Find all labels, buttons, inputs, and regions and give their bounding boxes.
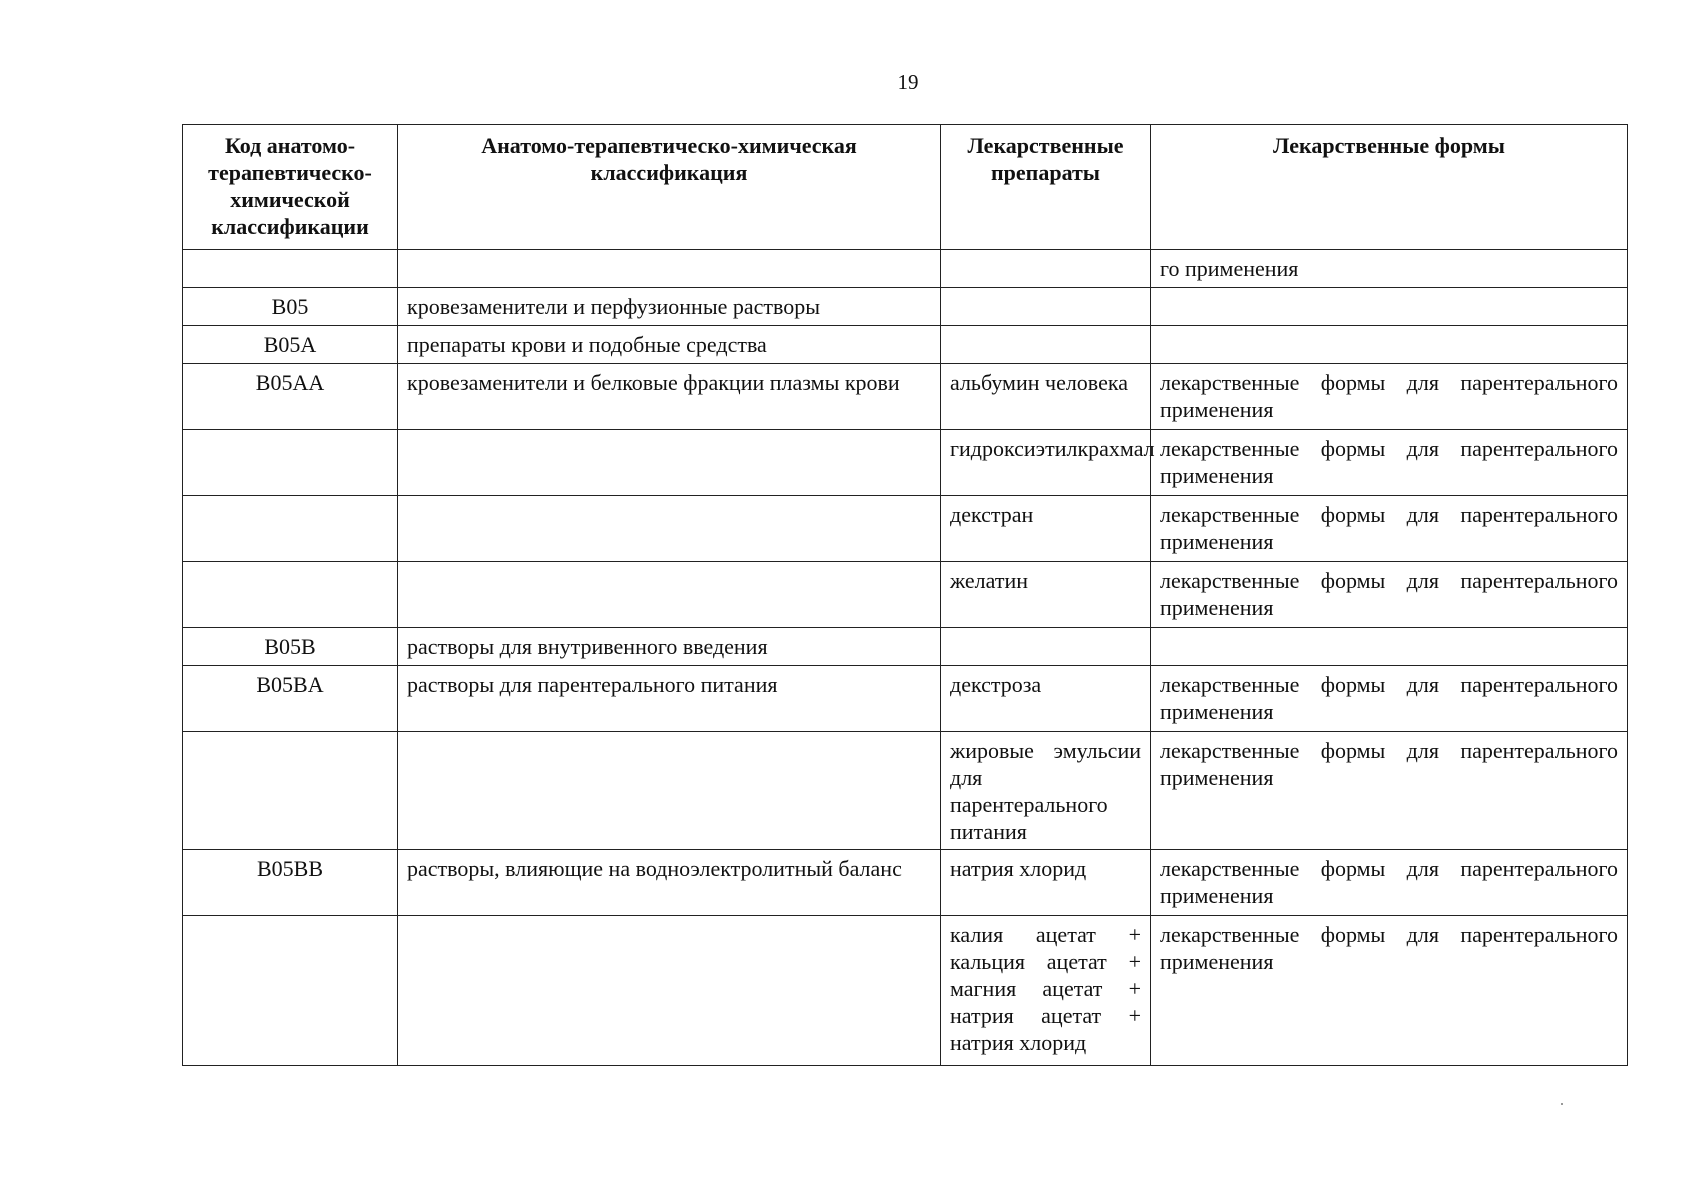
- cell-classification: растворы, влияющие на водноэлектролитный баланс: [398, 850, 941, 916]
- table-row: [183, 288, 1628, 326]
- cell-code: B05A: [183, 326, 398, 364]
- cell-classification: кровезаменители и белковые фракции плазмы крови: [398, 364, 941, 430]
- cell-drug: гидроксиэтилкрахмал: [941, 430, 1151, 496]
- cell-drug: декстран: [941, 496, 1151, 562]
- cell-code: B05AA: [183, 364, 398, 430]
- cell-form: [1151, 628, 1628, 666]
- cell-drug: [941, 326, 1151, 364]
- cell-classification: [398, 250, 941, 288]
- cell-form: лекарственные формы для парентерального применения: [1151, 364, 1628, 430]
- cell-code: [183, 562, 398, 628]
- table-row: [183, 364, 1628, 430]
- cell-drug: [941, 288, 1151, 326]
- table-row: [183, 562, 1628, 628]
- cell-code: B05BA: [183, 666, 398, 732]
- cell-code: B05: [183, 288, 398, 326]
- page-number: 19: [897, 70, 919, 94]
- header-code: Код анатомо-терапевтическо-химической классификации: [183, 125, 398, 250]
- cell-code: [183, 496, 398, 562]
- table-row: [183, 430, 1628, 496]
- cell-form: лекарственные формы для парентерального применения: [1151, 562, 1628, 628]
- cell-code: [183, 250, 398, 288]
- cell-drug: декстроза: [941, 666, 1151, 732]
- cell-code: B05B: [183, 628, 398, 666]
- scan-speck: [1561, 1103, 1563, 1105]
- cell-drug: [941, 250, 1151, 288]
- cell-classification: [398, 916, 941, 1066]
- cell-code: [183, 430, 398, 496]
- table-header-row: [183, 125, 1628, 250]
- cell-classification: [398, 430, 941, 496]
- table-row: [183, 850, 1628, 916]
- cell-drug: калия ацетат + кальция ацетат + магния ацетат + натрия ацетат + натрия хлорид: [941, 916, 1151, 1066]
- table-row: [183, 732, 1628, 850]
- cell-drug: желатин: [941, 562, 1151, 628]
- cell-form: [1151, 288, 1628, 326]
- cell-classification: [398, 562, 941, 628]
- header-classification: Анатомо-терапевтическо-химическая классификация: [398, 125, 941, 250]
- cell-drug: [941, 628, 1151, 666]
- cell-form: лекарственные формы для парентерального применения: [1151, 496, 1628, 562]
- cell-drug: альбумин человека: [941, 364, 1151, 430]
- table-row: [183, 628, 1628, 666]
- cell-classification: препараты крови и подобные средства: [398, 326, 941, 364]
- header-forms: Лекарственные формы: [1151, 125, 1628, 250]
- cell-form: лекарственные формы для парентерального применения: [1151, 666, 1628, 732]
- table-row: [183, 326, 1628, 364]
- cell-code: [183, 732, 398, 850]
- cell-classification: [398, 732, 941, 850]
- cell-form: го применения: [1151, 250, 1628, 288]
- table-row: [183, 916, 1628, 1066]
- cell-drug: натрия хлорид: [941, 850, 1151, 916]
- cell-form: лекарственные формы для парентерального применения: [1151, 430, 1628, 496]
- cell-form: лекарственные формы для парентерального применения: [1151, 732, 1628, 850]
- cell-code: [183, 916, 398, 1066]
- cell-code: B05BB: [183, 850, 398, 916]
- table-row: [183, 666, 1628, 732]
- cell-form: лекарственные формы для парентерального применения: [1151, 850, 1628, 916]
- cell-classification: растворы для внутривенного введения: [398, 628, 941, 666]
- cell-form: лекарственные формы для парентерального применения: [1151, 916, 1628, 1066]
- cell-classification: [398, 496, 941, 562]
- cell-drug: жировые эмульсии для парентерального питания: [941, 732, 1151, 850]
- header-drugs: Лекарственные препараты: [941, 125, 1151, 250]
- cell-form: [1151, 326, 1628, 364]
- table-row: [183, 496, 1628, 562]
- table-row: [183, 250, 1628, 288]
- cell-classification: растворы для парентерального питания: [398, 666, 941, 732]
- atc-classification-table: [182, 124, 1628, 1066]
- cell-classification: кровезаменители и перфузионные растворы: [398, 288, 941, 326]
